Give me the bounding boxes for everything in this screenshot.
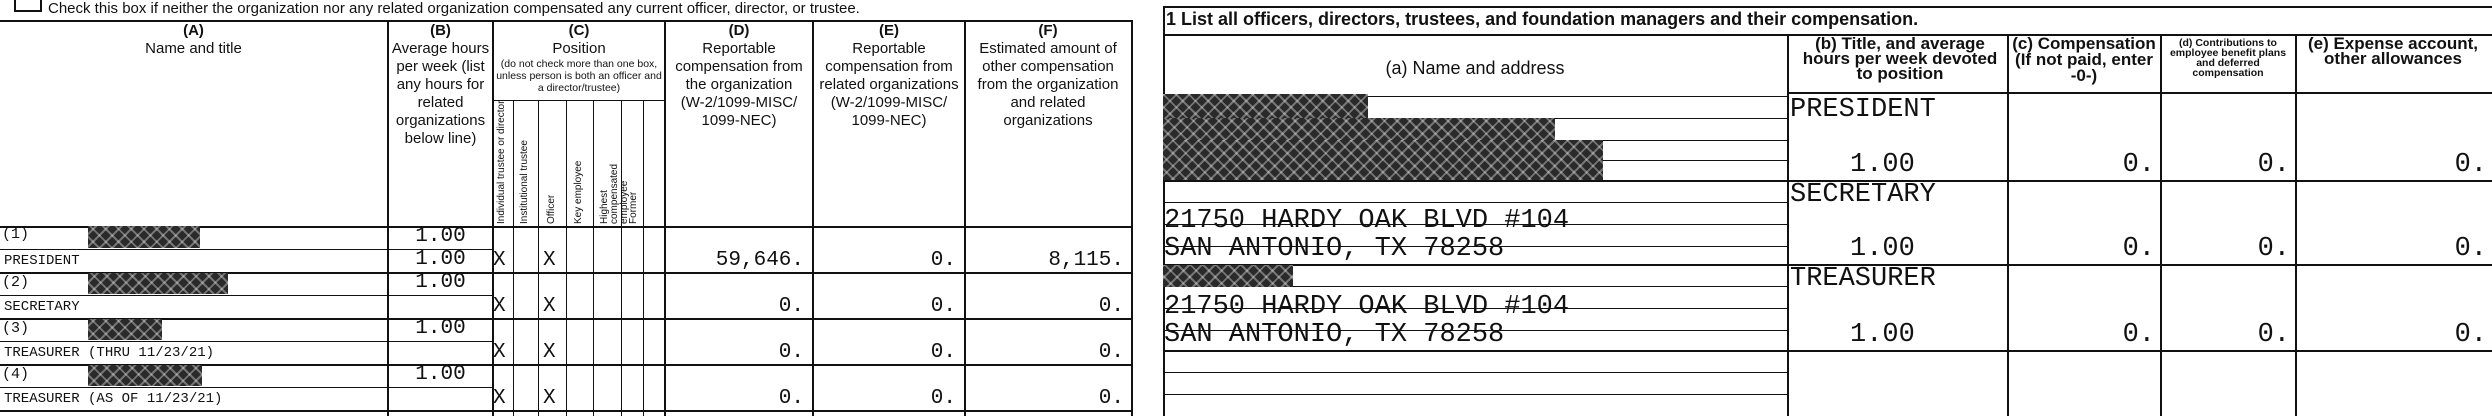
redaction-box — [88, 319, 162, 340]
title-president: PRESIDENT — [1790, 95, 1936, 125]
col-b-header: (b) Title, and average hours per week devoted to position — [1802, 34, 1998, 83]
pos-institutional-trustee: Institutional trustee — [519, 140, 530, 224]
col-d-header: (D) Reportable compensation from the organization (W-2/1099-MISC/ 1099-NEC) — [675, 22, 803, 129]
col-e-header: (e) Expense account, other allowances — [2307, 34, 2479, 68]
title-secretary: SECRETARY — [1790, 180, 1936, 210]
section-heading: 1 List all officers, directors, trustees, and foundation managers and their compensation. — [1166, 9, 1919, 29]
col-c-header: (C) Position (do not check more than one box, unless person is both an officer and a director/trustee) — [496, 22, 662, 94]
col-a-header: (A) Name and title — [145, 22, 242, 57]
col-e-header: (E) Reportable compensation from related organizations (W-2/1099-MISC/ 1099-NEC) — [819, 22, 959, 129]
pos-key-employee: Key employee — [573, 160, 584, 224]
col-d-header: (d) Contributions to employee benefit plans and deferred compensation — [2169, 37, 2287, 79]
pos-individual-trustee: Individual trustee or director — [496, 100, 507, 224]
redaction-box — [88, 226, 200, 248]
col-c-header: (c) Compensation (If not paid, enter -0-) — [2012, 34, 2156, 85]
pos-former: Former — [628, 191, 639, 224]
checkbox-text: Check this box if neither the organization nor any related organization compensated any current officer, director, or trustee. — [48, 0, 860, 17]
pos-highest-comp: Highest compensated employee — [599, 163, 630, 224]
col-f-header: (F) Estimated amount of other compensation from the organization and related organizations — [977, 22, 1119, 129]
pos-officer: Officer — [546, 194, 557, 224]
col-a-header: (a) Name and address — [1385, 58, 1565, 78]
redaction-box — [1163, 140, 1603, 180]
redaction-box — [88, 365, 202, 386]
redaction-box — [1163, 265, 1293, 287]
title-treasurer: TREASURER — [1790, 264, 1936, 294]
no-compensation-checkbox[interactable] — [14, 0, 42, 12]
redaction-box — [1163, 94, 1368, 118]
redaction-box — [1163, 118, 1555, 140]
redaction-box — [88, 273, 228, 294]
col-b-header: (B) Average hours per week (list any hours for related organizations below line) — [391, 22, 490, 147]
